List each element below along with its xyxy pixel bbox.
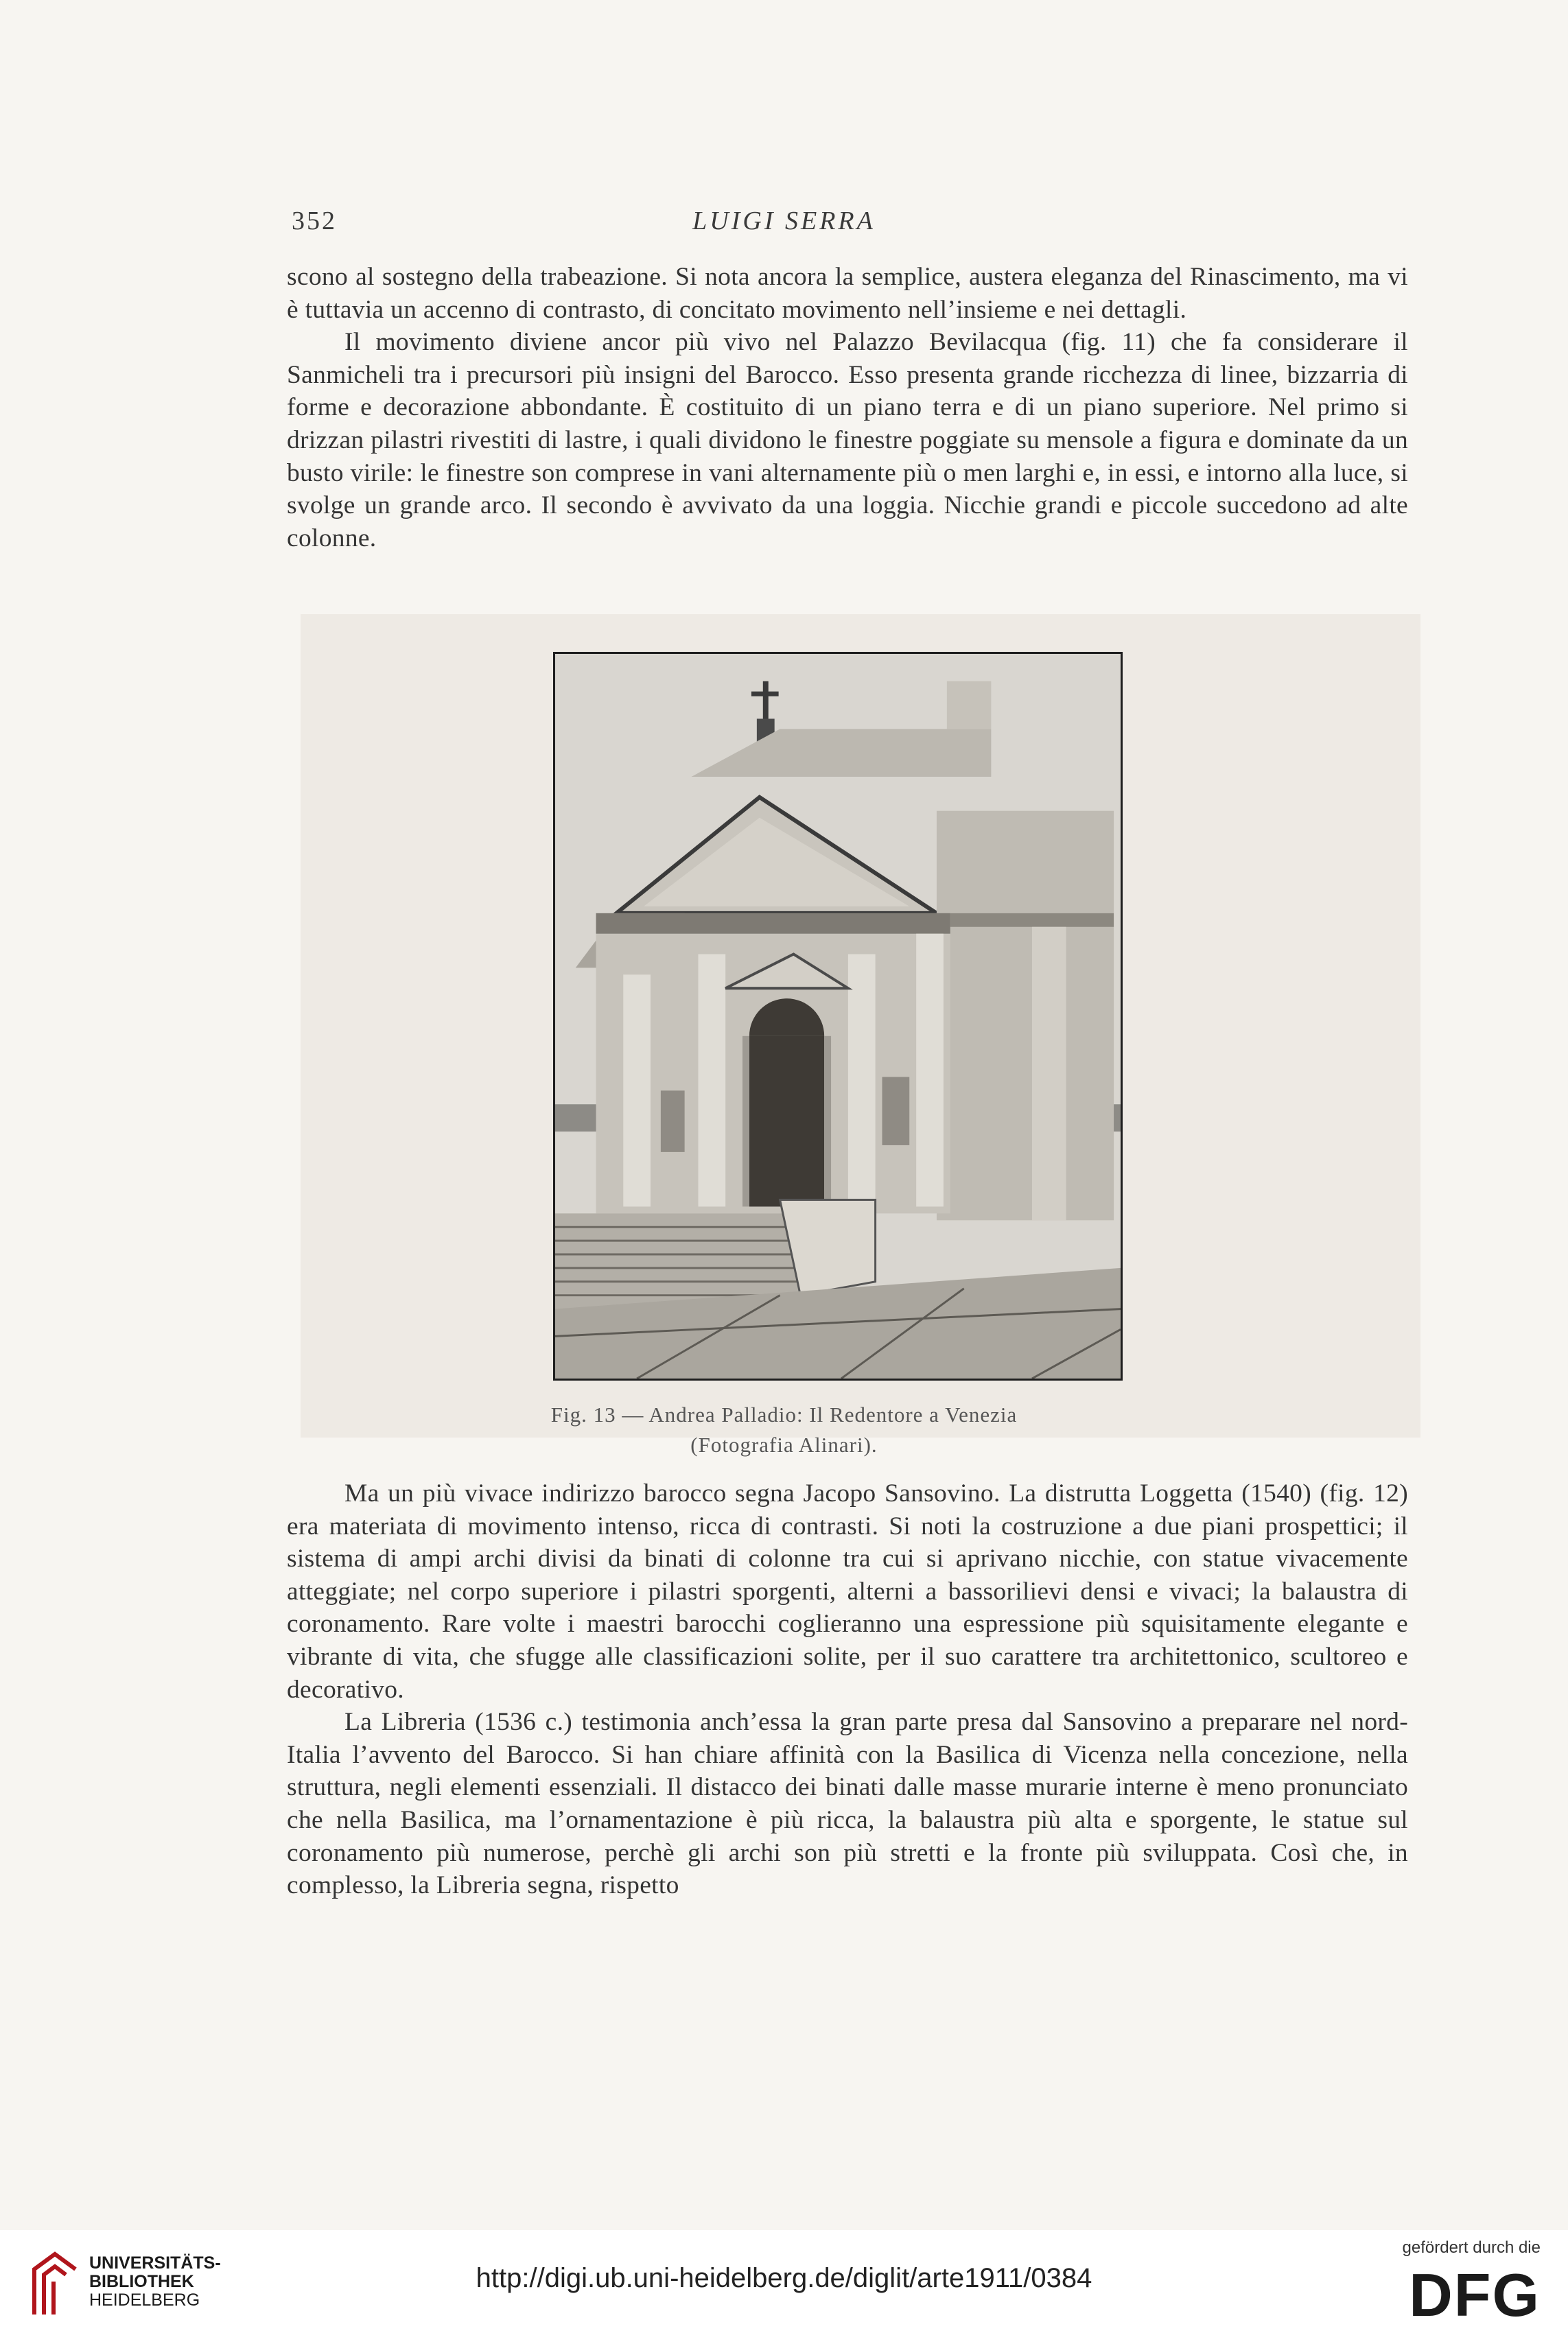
- paragraph: scono al sostegno della trabeazione. Si nota ancora la semplice, austera eleganza del Rinascimento, ma vi è tuttavia un accenno di contrasto, di concitato movimento nell’insieme e nei dettagli.: [287, 263, 1408, 324]
- university-library-name: UNIVERSITÄTS- BIBLIOTHEK HEIDELBERG: [89, 2253, 221, 2310]
- page-number: 352: [292, 207, 337, 235]
- running-head: LUIGI SERRA: [692, 207, 876, 235]
- paragraph: Il movimento diviene ancor più vivo nel Palazzo Bevilacqua (fig. 11) che fa considerare il Sanmicheli tra i precursori più insigni del Barocco. Esso presenta grande ricchezza di linee, bizzarria di forme e decorazione abbondante. È costituito di un piano terra e di un piano superiore. Nel primo si drizzan pilastri rivestiti di lastre, i quali dividono le finestre poggiate su mensole a figura e dominate da un busto virile: le finestre son comprese in vani alternamente più o men larghi e, in essi, e intorno alla luce, si svolge un grande arco. Il secondo è avvivato da una loggia. Nicchie grandi e piccole succedono ad alte colonne.: [287, 328, 1408, 552]
- church-facade-photo: [553, 652, 1123, 1381]
- figure-credit: (Fotografia Alinari).: [690, 1433, 878, 1457]
- page-header: [0, 206, 1568, 247]
- bottom-text-block: [287, 1477, 1408, 1902]
- paragraph: Ma un più vivace indirizzo barocco segna Jacopo Sansovino. La distrutta Loggetta (1540) (fig. 12) era materiata di movimento intenso, ricca di contrasti. Si noti la costruzione a due piani prospettici; il sistema di ampi archi divisi da binati di colonne tra cui si aprivano nicchie, con statue vivacemente atteggiate; nel corpo superiore i pilastri sporgenti, alterni a bassorilievi densi e vivaci; la balaustra di coronamento. Rare volte i maestri barocchi coglieranno una espressione più squisitamente elegante e vibrante di vita, che sfugge alle classificazioni solite, per il suo carattere tra architettonico, scultoreo e decorativo.: [287, 1479, 1408, 1704]
- figure-caption: Fig. 13 — Andrea Palladio: Il Redentore a Venezia: [550, 1403, 1018, 1427]
- permalink-url[interactable]: http://digi.ub.uni-heidelberg.de/diglit/arte1911/0384: [476, 2263, 1092, 2293]
- top-text-block: [287, 261, 1408, 554]
- dfg-logo: DFG: [1409, 2261, 1541, 2329]
- funder-label: gefördert durch die: [1402, 2238, 1541, 2257]
- paragraph: La Libreria (1536 c.) testimonia anch’essa la gran parte presa dal Sansovino a preparare nel nord-Italia l’avvento del Barocco. Si han chiare affinità con la Basilica di Vicenza nella concezione, nella struttura, negli elementi essenziali. Il distacco dei binati dalle masse murarie interne è meno pronunciato che nella Basilica, ma l’ornamentazione è più ricca, la balaustra più alta e sporgente, le statue sul coronamento più numerose, perchè gli archi son più stretti e la fronte più sviluppata. Così che, in complesso, la Libreria segna, rispetto: [287, 1708, 1408, 1900]
